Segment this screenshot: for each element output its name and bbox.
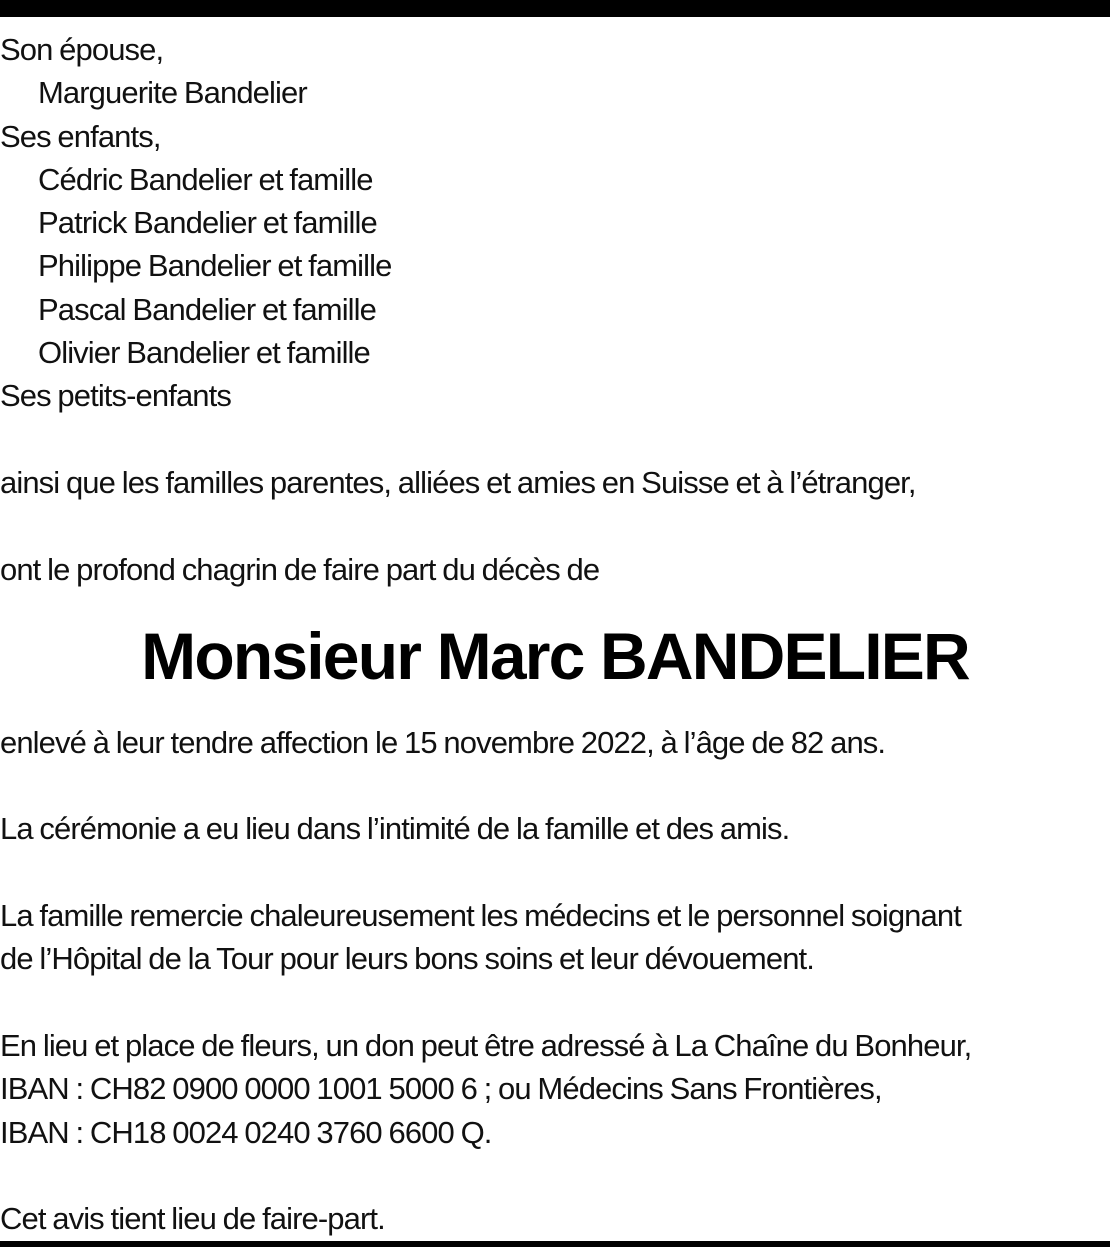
child-line: Philippe Bandelier et famille — [38, 248, 392, 284]
spacer — [0, 981, 1110, 1024]
spacer — [0, 504, 1110, 547]
donation-line: En lieu et place de fleurs, un don peut être adressé à La Chaîne du Bonheur, — [0, 1027, 972, 1063]
spouse-name: Marguerite Bandelier — [38, 75, 307, 111]
death-details-line: enlevé à leur tendre affection le 15 novembre 2022, à l’âge de 82 ans. — [0, 724, 886, 760]
spacer — [0, 1154, 1110, 1197]
spacer — [0, 418, 1110, 461]
grandchildren-line: Ses petits-enfants — [0, 378, 231, 414]
top-border-rule — [0, 0, 1110, 17]
thanks-line: La famille remercie chaleureusement les médecins et le personnel soignant — [0, 898, 961, 934]
child-line: Patrick Bandelier et famille — [38, 205, 377, 241]
spacer — [0, 764, 1110, 807]
closing-line: Cet avis tient lieu de faire-part. — [0, 1201, 385, 1237]
deceased-name: Monsieur Marc BANDELIER — [141, 618, 969, 693]
child-line: Pascal Bandelier et famille — [38, 291, 376, 327]
spouse-heading: Son épouse, — [0, 32, 164, 67]
donation-line: IBAN : CH18 0024 0240 3760 6600 Q. — [0, 1114, 492, 1150]
announcement-line: ont le profond chagrin de faire part du décès de — [0, 551, 600, 587]
donation-line: IBAN : CH82 0900 0000 1001 5000 6 ; ou Médecins Sans Frontières, — [0, 1071, 882, 1107]
child-line: Cédric Bandelier et famille — [38, 161, 373, 197]
spacer — [0, 851, 1110, 894]
child-line: Olivier Bandelier et famille — [38, 335, 370, 371]
thanks-line: de l’Hôpital de la Tour pour leurs bons soins et leur dévouement. — [0, 941, 814, 977]
bottom-border-rule — [0, 1241, 1110, 1247]
ceremony-line: La cérémonie a eu lieu dans l’intimité de la famille et des amis. — [0, 811, 790, 847]
children-heading: Ses enfants, — [0, 118, 161, 154]
relatives-line: ainsi que les familles parentes, alliées et amies en Suisse et à l’étranger, — [0, 464, 916, 500]
obituary-notice — [0, 28, 1110, 1240]
